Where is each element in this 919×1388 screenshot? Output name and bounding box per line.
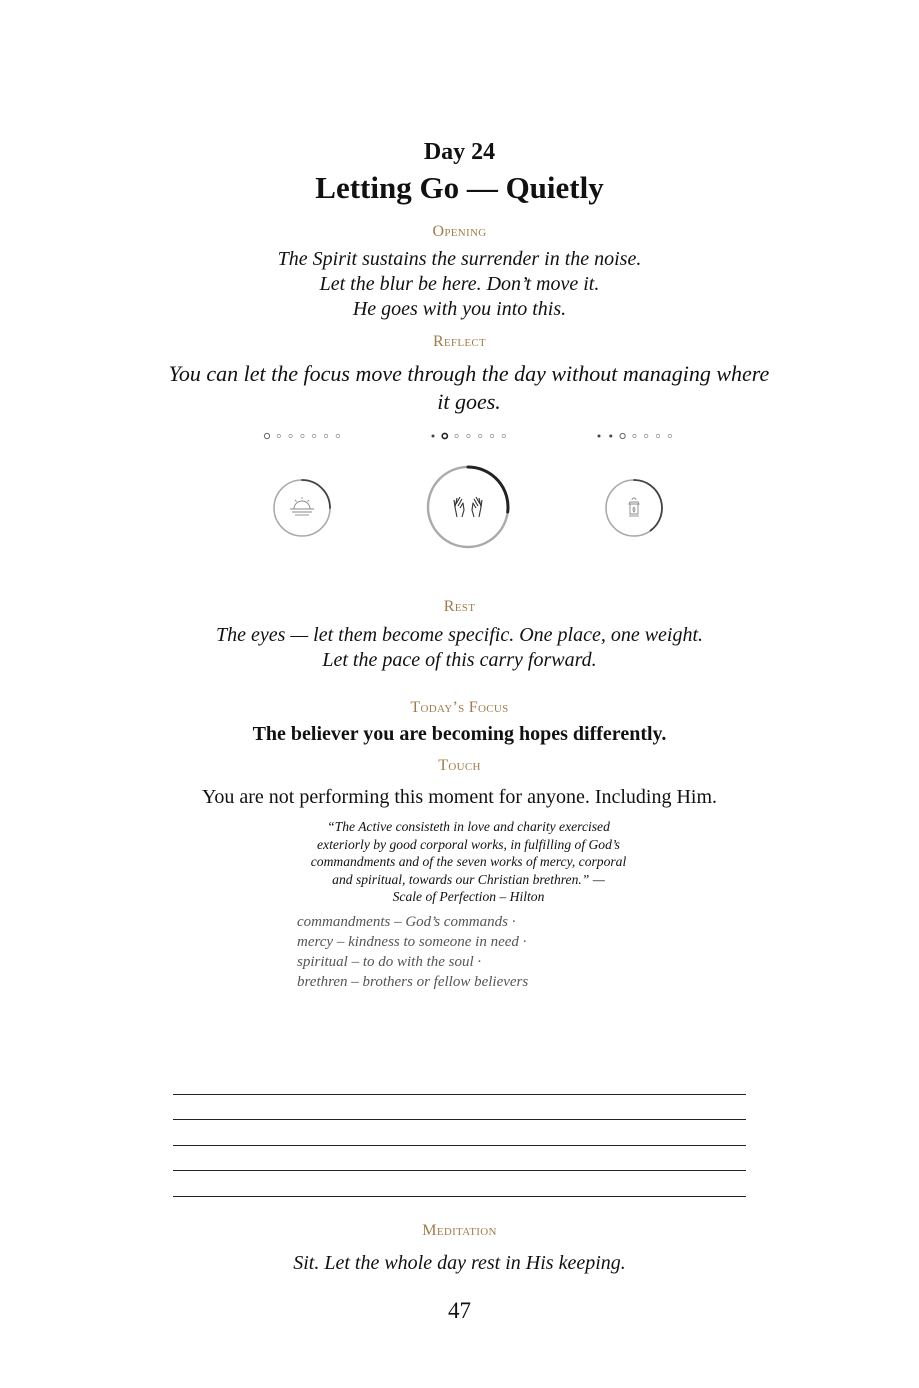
writing-line[interactable] bbox=[173, 1145, 746, 1146]
glossary-entry: commandments – God’s commands · bbox=[297, 914, 516, 930]
meditation-text: Sit. Let the whole day rest in His keeping. bbox=[293, 1252, 626, 1274]
glossary-entry: spiritual – to do with the soul · bbox=[297, 954, 482, 970]
page-number: 47 bbox=[448, 1298, 471, 1323]
quote-block bbox=[290, 818, 647, 906]
rest-line: Let the pace of this carry forward. bbox=[322, 649, 597, 671]
opening-label: Opening bbox=[432, 223, 487, 240]
progress-rings bbox=[0, 0, 919, 580]
reflect-text: You can let the focus move through the day without managing where it goes. bbox=[168, 361, 770, 414]
ring-lantern[interactable] bbox=[606, 480, 662, 536]
ring-open-hands[interactable] bbox=[428, 467, 508, 547]
quote-line: exteriorly by good corporal works, in fulfilling of God’s bbox=[317, 836, 620, 852]
day-number: Day 24 bbox=[423, 139, 496, 165]
ring-sunrise[interactable] bbox=[274, 480, 330, 536]
rest-line: The eyes — let them become specific. One place, one weight. bbox=[215, 624, 704, 646]
writing-line[interactable] bbox=[173, 1196, 746, 1197]
open-hands-icon bbox=[454, 497, 482, 517]
focus-label: Today’s Focus bbox=[410, 699, 509, 716]
quote-line: “The Active consisteth in love and charity exercised bbox=[327, 819, 610, 834]
writing-line[interactable] bbox=[173, 1119, 746, 1120]
writing-line[interactable] bbox=[173, 1170, 746, 1171]
glossary-entry: mercy – kindness to someone in need · bbox=[297, 934, 527, 950]
opening-line: He goes with you into this. bbox=[352, 298, 567, 320]
rest-text bbox=[0, 623, 919, 673]
quote-line: commandments and of the seven works of mercy, corporal bbox=[310, 854, 627, 869]
sunrise-icon bbox=[290, 497, 314, 515]
glossary-entry: brethren – brothers or fellow believers bbox=[297, 974, 529, 990]
rest-label: Rest bbox=[443, 598, 476, 615]
opening-line: The Spirit sustains the surrender in the noise. bbox=[277, 248, 642, 270]
quote-attribution: Scale of Perfection – Hilton bbox=[392, 889, 545, 904]
page-title: Letting Go — Quietly bbox=[315, 170, 604, 205]
meditation-label: Meditation bbox=[422, 1222, 497, 1239]
glossary bbox=[297, 912, 528, 992]
lantern-icon bbox=[629, 498, 639, 516]
reflect-label: Reflect bbox=[432, 333, 487, 350]
touch-label: Touch bbox=[438, 757, 481, 774]
opening-line: Let the blur be here. Don’t move it. bbox=[319, 273, 600, 295]
writing-line[interactable] bbox=[173, 1094, 746, 1095]
ring-progress-arc bbox=[302, 480, 330, 508]
quote-line: and spiritual, towards our Christian brethren.” — bbox=[332, 871, 605, 887]
touch-text: You are not performing this moment for anyone. Including Him. bbox=[201, 786, 718, 808]
focus-text: The believer you are becoming hopes differently. bbox=[252, 723, 667, 745]
